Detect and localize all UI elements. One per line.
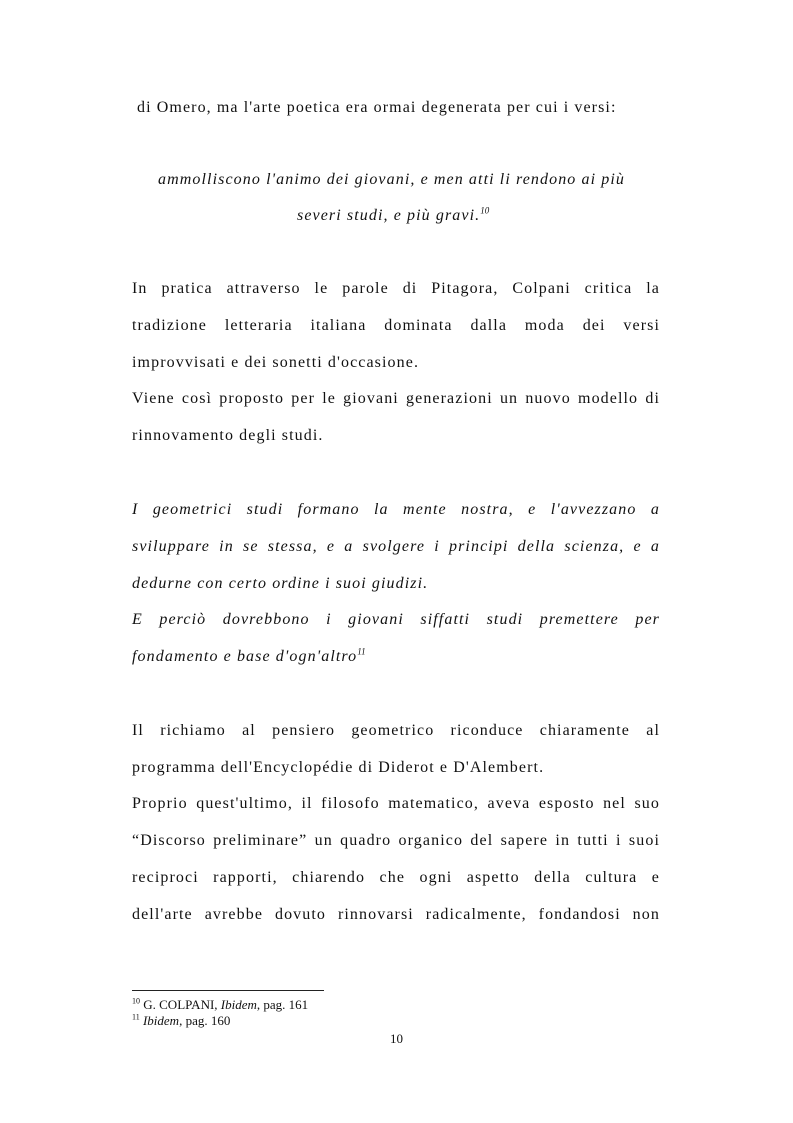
footnote (132, 1013, 230, 1029)
paragraph-line: programma dell'Encyclopédie di Diderot e D'Alembert. (132, 759, 545, 776)
quote-line: sviluppare in se stessa, e a svolgere i principi della scienza, e a (132, 538, 660, 555)
footnote-number: 10 (132, 996, 140, 1006)
paragraph-line: improvvisati e dei sonetti d'occasione. (132, 354, 420, 371)
footnote-ref: 11 (357, 646, 366, 657)
quote-line: E perciò dovrebbono i giovani siffatti studi premettere per (132, 611, 660, 628)
footnote-work: Ibidem (142, 1013, 180, 1028)
footnote (132, 997, 308, 1013)
paragraph-line: reciproci rapporti, chiarendo che ogni aspetto della cultura e (132, 869, 660, 886)
paragraph-line: Il richiamo al pensiero geometrico riconduce chiaramente al (132, 722, 660, 739)
paragraph-line: Proprio quest'ultimo, il filosofo matematico, aveva esposto nel suo (132, 795, 660, 812)
footnote-work: Ibidem (220, 997, 257, 1012)
quote-line: I geometrici studi formano la mente nostra, e l'avvezzano a (132, 501, 660, 518)
quote-text: severi studi, e più gravi. (297, 207, 481, 224)
paragraph-line: “Discorso preliminare” un quadro organico del sapere in tutti i suoi (132, 832, 660, 849)
quote-line (297, 206, 489, 226)
quote-line (132, 647, 366, 667)
footnote-number: 11 (132, 1012, 140, 1022)
paragraph-line: dell'arte avrebbe dovuto rinnovarsi radicalmente, fondandosi non (132, 906, 660, 923)
page-number: 10 (390, 1031, 403, 1046)
quote-line: dedurne con certo ordine i suoi giudizi. (132, 575, 429, 592)
footnote-pages: , pag. 161 (256, 997, 309, 1012)
opening-line: di Omero, ma l'arte poetica era ormai degenerata per cui i versi: (137, 99, 617, 116)
quote-line: ammolliscono l'animo dei giovani, e men atti li rendono ai più (158, 171, 625, 188)
paragraph-line: rinnovamento degli studi. (132, 427, 324, 444)
footnote-divider (132, 990, 324, 991)
paragraph-line: In pratica attraverso le parole di Pitagora, Colpani critica la (132, 280, 660, 297)
quote-text: fondamento e base d'ogn'altro (132, 648, 358, 665)
footnote-ref: 10 (480, 205, 490, 216)
paragraph-line: Viene così proposto per le giovani generazioni un nuovo modello di (132, 390, 660, 407)
paragraph-line: tradizione letteraria italiana dominata dalla moda dei versi (132, 317, 660, 334)
footnote-pages: , pag. 160 (179, 1013, 231, 1028)
footnote-author: G. COLPANI, (143, 997, 221, 1012)
